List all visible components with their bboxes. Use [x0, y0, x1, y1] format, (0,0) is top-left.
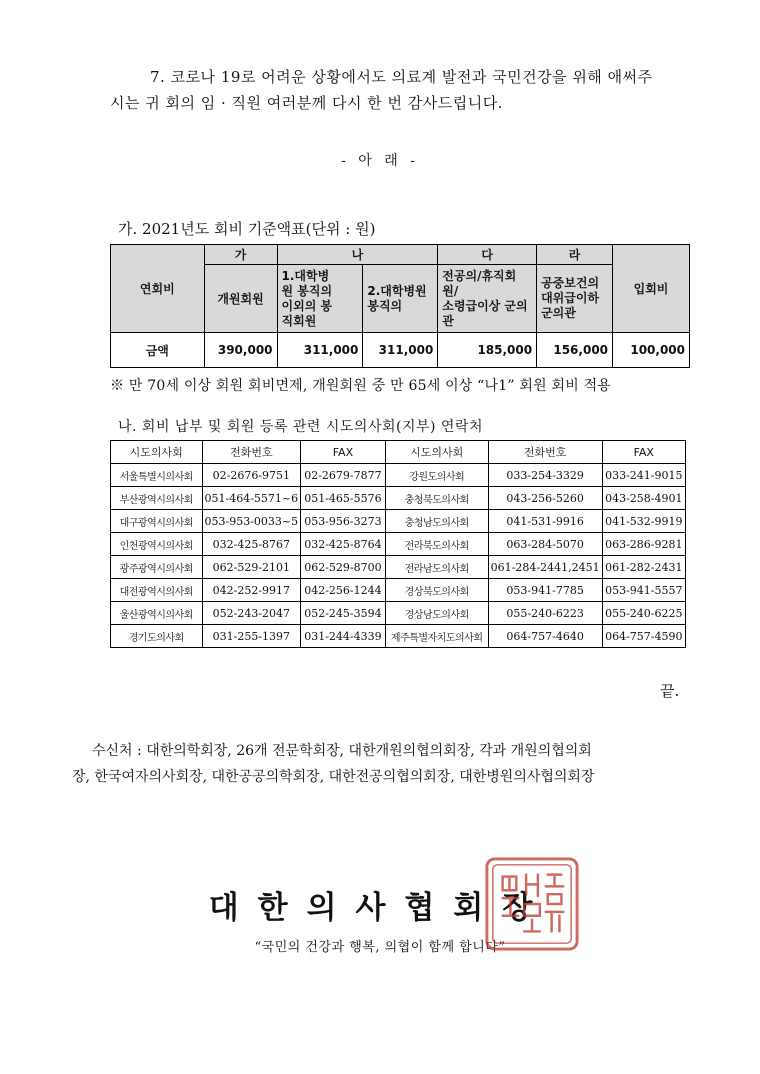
fax-number: 062-529-8700: [301, 556, 386, 579]
group-ra: 라: [537, 245, 613, 265]
recipients: [72, 738, 702, 790]
association-name: 대구광역시의사회: [111, 510, 203, 533]
fee-table-heading: 가. 2021년도 회비 기준액표(단위 : 원): [118, 220, 376, 238]
association-name: 제주특별자치도의사회: [385, 625, 488, 648]
amount-cell: 390,000: [204, 333, 277, 368]
association-name: 대전광역시의사회: [111, 579, 203, 602]
phone-number: 032-425-8767: [202, 533, 301, 556]
association-name: 전라북도의사회: [385, 533, 488, 556]
phone-number: 061-284-2441,2451: [488, 556, 602, 579]
phone-number: 051-464-5571~6: [202, 487, 301, 510]
col-public-line-3: 군의관: [541, 306, 576, 320]
association-name: 부산광역시의사회: [111, 487, 203, 510]
fax-number: 02-2679-7877: [301, 464, 386, 487]
recipients-line-1: 수신처 : 대한의학회장, 26개 전문학회장, 대한개원의협의회장, 각과 개원의협의회: [92, 743, 592, 759]
contact-row: [111, 579, 686, 602]
header-association: 시도의사회: [385, 441, 488, 464]
fax-number: 061-282-2431: [602, 556, 685, 579]
phone-number: 062-529-2101: [202, 556, 301, 579]
col-public-line-2: 대위급이하: [541, 291, 600, 305]
header-fax: FAX: [301, 441, 386, 464]
fax-number: 032-425-8764: [301, 533, 386, 556]
amount-cell: 156,000: [537, 333, 613, 368]
col-public-line-1: 공중보건의: [541, 276, 600, 290]
header-phone: 전화번호: [488, 441, 602, 464]
col-public-health: [537, 265, 613, 333]
amount-cell: 100,000: [613, 333, 690, 368]
fax-number: 064-757-4590: [602, 625, 685, 648]
contact-header-row: [111, 441, 686, 464]
contact-row: [111, 464, 686, 487]
contact-table-heading: 나. 회비 납부 및 회원 등록 관련 시도의사회(지부) 연락처: [118, 419, 484, 435]
contact-row: [111, 510, 686, 533]
header-association: 시도의사회: [111, 441, 203, 464]
col-univ-1-line-1: 1.대학병: [281, 268, 330, 283]
fax-number: 053-941-5557: [602, 579, 685, 602]
col-univ-1-line-2: 원 봉직의: [281, 283, 333, 298]
association-name: 경상남도의사회: [385, 602, 488, 625]
fax-number: 043-258-4901: [602, 487, 685, 510]
phone-number: 043-256-5260: [488, 487, 602, 510]
fax-number: 031-244-4339: [301, 625, 386, 648]
association-name: 울산광역시의사회: [111, 602, 203, 625]
phone-number: 042-252-9917: [202, 579, 301, 602]
col-univ-1-line-3: 이외의 봉: [281, 298, 333, 313]
col-resident-line-2: 소령급이상 군의관: [442, 298, 528, 328]
association-name: 강원도의사회: [385, 464, 488, 487]
contact-row: [111, 556, 686, 579]
intro-line-1: 7. 코로나 19로 어려운 상황에서도 의료계 발전과 국민건강을 위해 애써주: [150, 68, 653, 86]
separator-heading: - 아 래 -: [341, 153, 419, 169]
fax-number: 053-956-3273: [301, 510, 386, 533]
phone-number: 055-240-6223: [488, 602, 602, 625]
fax-number: 052-245-3594: [301, 602, 386, 625]
fax-number: 041-532-9919: [602, 510, 685, 533]
intro-line-2: 시는 귀 회의 임 · 직원 여러분께 다시 한 번 감사드립니다.: [110, 94, 503, 112]
amount-cell: 311,000: [363, 333, 438, 368]
phone-number: 031-255-1397: [202, 625, 301, 648]
fax-number: 063-286-9281: [602, 533, 685, 556]
contact-row: [111, 602, 686, 625]
contact-row: [111, 625, 686, 648]
amount-cell: 185,000: [438, 333, 537, 368]
association-name: 전라남도의사회: [385, 556, 488, 579]
col-annual-fee: 연회비: [111, 245, 205, 333]
association-name: 충청북도의사회: [385, 487, 488, 510]
fax-number: 051-465-5576: [301, 487, 386, 510]
motto: “국민의 건강과 행복, 의협이 함께 합니다”: [254, 940, 506, 955]
phone-number: 053-941-7785: [488, 579, 602, 602]
fax-number: 042-256-1244: [301, 579, 386, 602]
amount-row-label: 금액: [111, 333, 205, 368]
col-univ-2-line-1: 2.대학병원: [367, 283, 427, 298]
group-na: 나: [277, 245, 438, 265]
col-resident-line-1: 전공의/휴직회원/: [442, 268, 517, 298]
col-univ-1: [277, 265, 363, 333]
fax-number: 055-240-6225: [602, 602, 685, 625]
col-univ-1-line-4: 직회원: [281, 313, 317, 328]
phone-number: 063-284-5070: [488, 533, 602, 556]
fee-table: [110, 244, 690, 368]
group-da: 다: [438, 245, 537, 265]
phone-number: 064-757-4640: [488, 625, 602, 648]
recipients-line-2: 장, 한국여자의사회장, 대한공공의학회장, 대한전공의협의회장, 대한병원의사협의회장: [72, 769, 595, 785]
col-open-member: 개원회원: [204, 265, 277, 333]
phone-number: 053-953-0033~5: [202, 510, 301, 533]
association-name: 인천광역시의사회: [111, 533, 203, 556]
col-univ-2-line-2: 봉직의: [367, 298, 403, 313]
association-name: 충청남도의사회: [385, 510, 488, 533]
fax-number: 033-241-9015: [602, 464, 685, 487]
association-name: 경기도의사회: [111, 625, 203, 648]
header-phone: 전화번호: [202, 441, 301, 464]
contact-row: [111, 487, 686, 510]
group-ga: 가: [204, 245, 277, 265]
fee-exemption-note: ※ 만 70세 이상 회원 회비면제, 개원회원 중 만 65세 이상 “나1” 회원 회비 적용: [110, 378, 612, 394]
association-name: 서울특별시의사회: [111, 464, 203, 487]
end-mark: 끝.: [660, 682, 680, 700]
col-resident: [438, 265, 537, 333]
contact-row: [111, 533, 686, 556]
signature-title: 대한의사협회장: [208, 890, 552, 926]
intro-paragraph: [110, 64, 700, 116]
col-entry-fee: 입회비: [613, 245, 690, 333]
phone-number: 02-2676-9751: [202, 464, 301, 487]
contact-table: [110, 440, 686, 648]
phone-number: 041-531-9916: [488, 510, 602, 533]
official-seal: [483, 855, 581, 953]
association-name: 광주광역시의사회: [111, 556, 203, 579]
phone-number: 033-254-3329: [488, 464, 602, 487]
col-univ-2: [363, 265, 438, 333]
header-fax: FAX: [602, 441, 685, 464]
amount-cell: 311,000: [277, 333, 363, 368]
association-name: 경상북도의사회: [385, 579, 488, 602]
phone-number: 052-243-2047: [202, 602, 301, 625]
